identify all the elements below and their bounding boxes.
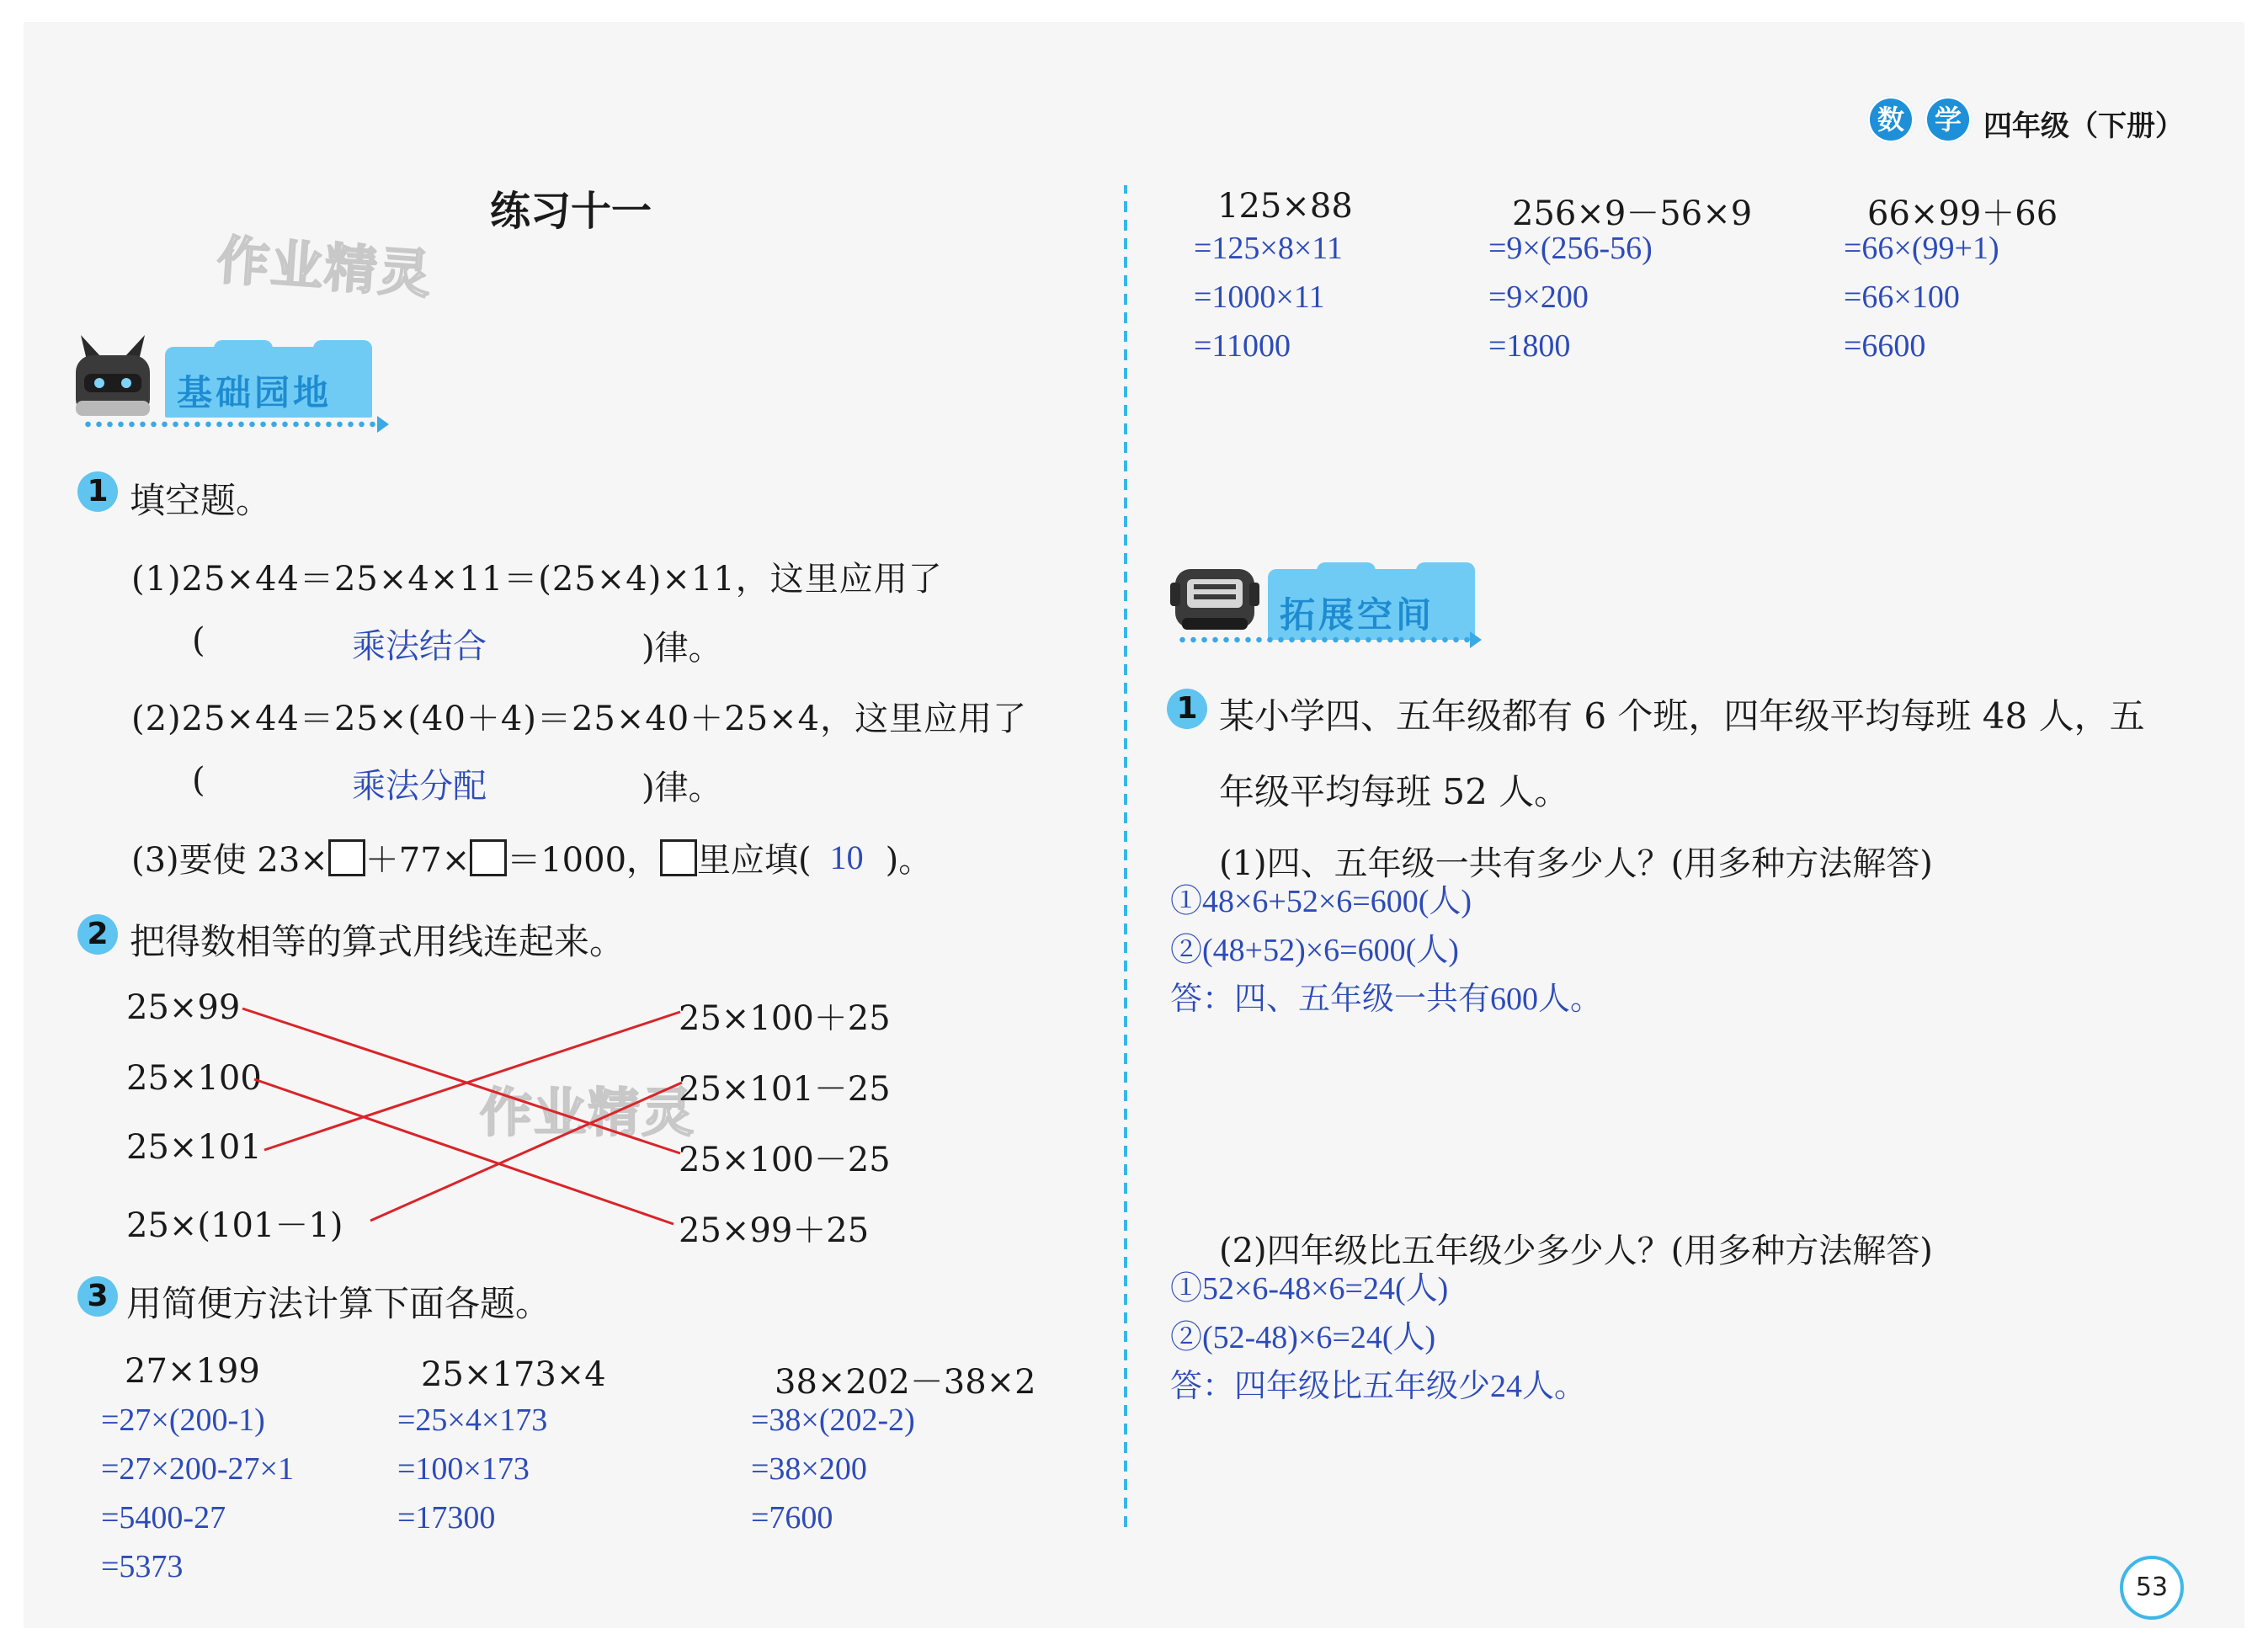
calc-step: =66×(99+1) <box>1844 231 1999 266</box>
calc-expression: 66×99＋66 <box>1867 194 2058 233</box>
watermark: 作业精灵 <box>480 1082 696 1143</box>
calc-step: =27×200-27×1 <box>101 1451 294 1487</box>
section-title-basic: 基础园地 <box>177 372 333 413</box>
match-line <box>264 1012 680 1150</box>
calc-expression: 27×199 <box>125 1352 260 1391</box>
calc-steps <box>397 1396 547 1542</box>
q1-part2-text: (2)25×44＝25×(40＋4)＝25×40＋25×4，这里应用了 <box>131 700 1028 738</box>
calc-step: =38×(202-2) <box>751 1402 915 1438</box>
calc-steps <box>1844 224 1999 370</box>
match-left-4: 25×(101－1) <box>126 1206 343 1245</box>
calc-step: =1800 <box>1488 328 1571 364</box>
q1-part3-c: ＝1000， <box>507 841 661 880</box>
match-left-1: 25×99 <box>126 988 241 1027</box>
calc-step: =7600 <box>751 1500 833 1536</box>
match-right-1: 25×100＋25 <box>679 999 891 1038</box>
calc-steps <box>101 1396 294 1591</box>
page-number: 53 <box>2120 1556 2184 1620</box>
calc-step: =5400-27 <box>101 1500 226 1536</box>
robot-mascot-icon <box>1170 562 1259 638</box>
calc-step: =100×173 <box>397 1451 530 1487</box>
question-title: 把得数相等的算式用线连起来。 <box>130 921 626 962</box>
q1-part3-a: (3)要使 23× <box>131 841 328 880</box>
ext-sub-question-1: (1)四、五年级一共有多少人？(用多种方法解答) <box>1219 844 1933 883</box>
answer-line: ②(48+52)×6=600(人) <box>1170 933 1459 968</box>
calc-steps <box>751 1396 915 1542</box>
q1-part2-close: )律。 <box>642 769 722 807</box>
grade-label: 四年级（下册） <box>1983 109 2184 143</box>
calc-expression: 256×9－56×9 <box>1512 194 1753 233</box>
ext-question-stem-line1: 某小学四、五年级都有 6 个班，四年级平均每班 48 人，五 <box>1219 695 2145 737</box>
answer-line: 答：四年级比五年级少24人。 <box>1170 1369 1587 1404</box>
match-left-3: 25×101 <box>126 1128 262 1167</box>
q1-part2-open: ( <box>192 761 205 800</box>
answer-line: ①52×6-48×6=24(人) <box>1170 1271 1449 1307</box>
question-number: 1 <box>77 471 118 512</box>
page-title: 练习十一 <box>490 188 652 235</box>
question-number: 3 <box>77 1276 118 1317</box>
section-title-extend: 拓展空间 <box>1280 594 1435 636</box>
ext-sub1-answers <box>1170 877 1602 1024</box>
ext-sub-question-2: (2)四年级比五年级少多少人？(用多种方法解答) <box>1219 1232 1933 1270</box>
q1-part3-e: )。 <box>885 841 933 880</box>
q1-part1-open: ( <box>192 621 205 660</box>
calc-step: =66×100 <box>1844 279 1960 315</box>
calc-step: =9×200 <box>1488 279 1589 315</box>
calc-step: =125×8×11 <box>1194 231 1343 266</box>
q1-part1-text: (1)25×44＝25×4×11＝(25×4)×11，这里应用了 <box>131 560 943 599</box>
answer-line: 答：四、五年级一共有600人。 <box>1170 982 1603 1017</box>
subject-badge-2: 学 <box>1925 96 1972 143</box>
calc-step: =11000 <box>1194 328 1291 364</box>
answer-line: ①48×6+52×6=600(人) <box>1170 884 1472 919</box>
calc-step: =1000×11 <box>1194 279 1325 315</box>
watermark: 作业精灵 <box>215 229 434 306</box>
match-right-3: 25×100－25 <box>679 1141 891 1179</box>
question-title: 填空题。 <box>130 480 272 521</box>
match-line <box>242 1009 680 1153</box>
q1-part3-answer: 10 <box>829 838 864 876</box>
answer-line: ②(52-48)×6=24(人) <box>1170 1320 1436 1355</box>
ext-question-stem-line2: 年级平均每班 52 人。 <box>1219 771 1570 812</box>
q1-part1-close: )律。 <box>642 629 722 668</box>
match-right-4: 25×99＋25 <box>679 1211 870 1250</box>
match-line <box>254 1079 673 1224</box>
q1-part3-d: 里应填( <box>697 841 812 880</box>
q1-part2-answer: 乘法分配 <box>352 767 487 805</box>
match-left-2: 25×100 <box>126 1059 262 1098</box>
calc-step: =9×(256-56) <box>1488 231 1653 266</box>
ext-sub2-answers <box>1170 1264 1586 1411</box>
calc-steps <box>1488 224 1653 370</box>
calc-step: =27×(200-1) <box>101 1402 265 1438</box>
calc-expression: 38×202－38×2 <box>775 1363 1036 1402</box>
question-number: 2 <box>77 914 118 955</box>
q1-part1-answer: 乘法结合 <box>352 627 487 665</box>
calc-step: =6600 <box>1844 328 1926 364</box>
calc-step: =38×200 <box>751 1451 867 1487</box>
q1-part3-b: ＋77× <box>365 841 471 880</box>
subject-badge-1: 数 <box>1867 96 1914 143</box>
calc-step: =17300 <box>397 1500 496 1536</box>
calc-expression: 125×88 <box>1217 187 1353 226</box>
calc-step: =25×4×173 <box>397 1402 548 1438</box>
page-divider <box>1121 185 1130 1532</box>
match-right-2: 25×101－25 <box>679 1070 891 1109</box>
calc-expression: 25×173×4 <box>421 1355 606 1394</box>
question-title: 用简便方法计算下面各题。 <box>126 1283 551 1324</box>
calc-step: =5373 <box>101 1549 184 1584</box>
calc-steps <box>1194 224 1343 370</box>
question-number: 1 <box>1167 689 1207 729</box>
